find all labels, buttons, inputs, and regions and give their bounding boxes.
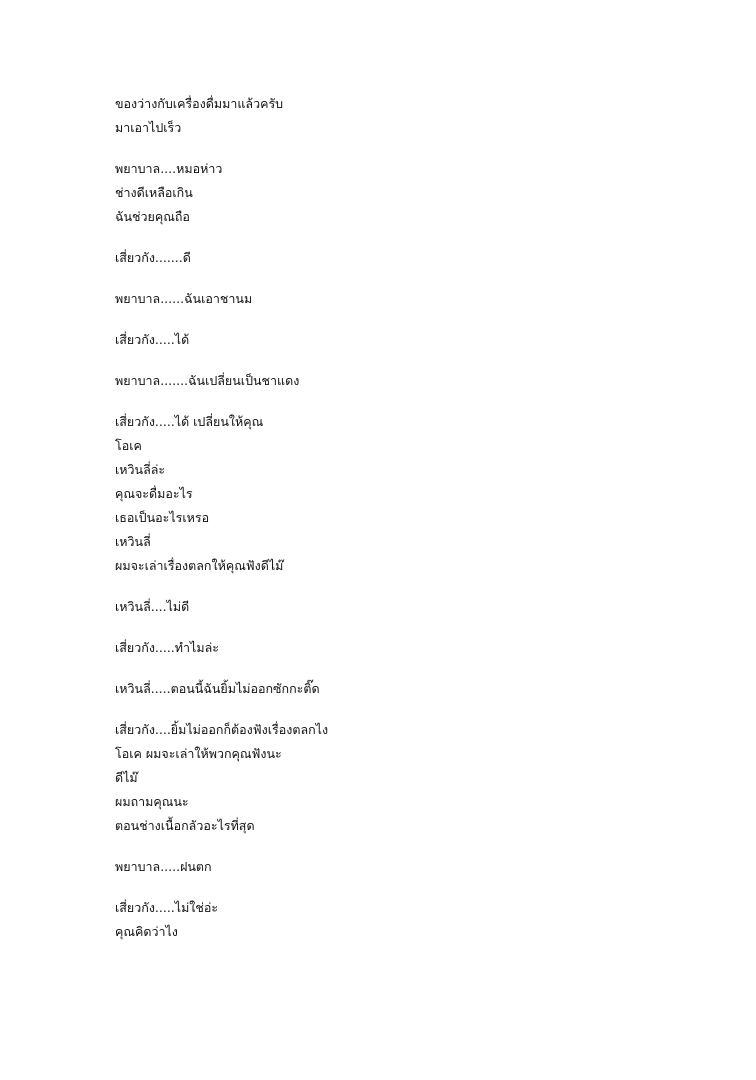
text-line: ดีไม๊ — [115, 770, 138, 785]
text-line: พยาบาล....หมอห่าว — [115, 161, 223, 176]
dialogue-paragraph — [115, 896, 715, 944]
dialogue-paragraph — [115, 677, 715, 701]
text-line: เหวินลี่ — [115, 534, 151, 549]
dialogue-paragraph — [115, 410, 715, 578]
text-line: ฉันช่วยคุณถือ — [115, 209, 190, 224]
text-line: เสี่ยวกัง.....ไม่ใช่อ่ะ — [115, 900, 219, 915]
text-line: เสี่ยวกัง....ยิ้มไม่ออกก็ต้องฟังเรื่องตลกไง — [115, 722, 329, 737]
text-line: ของว่างกับเครื่องดื่มมาแล้วครับ — [115, 96, 284, 111]
dialogue-paragraph — [115, 157, 715, 229]
text-line: ตอนช่างเนื้อกลัวอะไรที่สุด — [115, 818, 255, 833]
text-line: เสี่ยวกัง.....ทำไมล่ะ — [115, 640, 219, 655]
text-line: ช่างดีเหลือเกิน — [115, 185, 193, 200]
dialogue-text — [115, 92, 715, 961]
dialogue-paragraph — [115, 595, 715, 619]
dialogue-paragraph — [115, 636, 715, 660]
dialogue-paragraph — [115, 855, 715, 879]
dialogue-paragraph — [115, 328, 715, 352]
text-line: พยาบาล......ฉันเอาชานม — [115, 291, 253, 306]
text-line: พยาบาล.......ฉันเปลี่ยนเป็นชาแดง — [115, 373, 300, 388]
text-line: เสี่ยวกัง.....ได้ — [115, 332, 190, 347]
text-line: เหวินลี่....ไม่ดี — [115, 599, 190, 614]
dialogue-paragraph — [115, 287, 715, 311]
text-line: เสี่ยวกัง.......ดี — [115, 250, 191, 265]
text-line: เสี่ยวกัง.....ได้ เปลี่ยนให้คุณ — [115, 414, 264, 429]
text-line: เหวินลี่ล่ะ — [115, 462, 166, 477]
text-line: เหวินลี่.....ตอนนี้ฉันยิ้มไม่ออกซักกะติ๊ด — [115, 681, 320, 696]
text-line: เธอเป็นอะไรเหรอ — [115, 510, 210, 525]
dialogue-paragraph — [115, 246, 715, 270]
text-line: โอเค ผมจะเล่าให้พวกคุณฟังนะ — [115, 746, 282, 761]
text-line: คุณคิดว่าไง — [115, 924, 178, 939]
text-line: พยาบาล.....ฝนตก — [115, 859, 212, 874]
text-line: ผมถามคุณนะ — [115, 794, 189, 809]
text-line: มาเอาไปเร็ว — [115, 120, 182, 135]
dialogue-paragraph — [115, 718, 715, 838]
text-line: คุณจะดื่มอะไร — [115, 486, 193, 501]
text-line: โอเค — [115, 438, 142, 453]
dialogue-paragraph — [115, 92, 715, 140]
dialogue-paragraph — [115, 369, 715, 393]
text-line: ผมจะเล่าเรื่องตลกให้คุณฟังดีไม๊ — [115, 558, 284, 573]
